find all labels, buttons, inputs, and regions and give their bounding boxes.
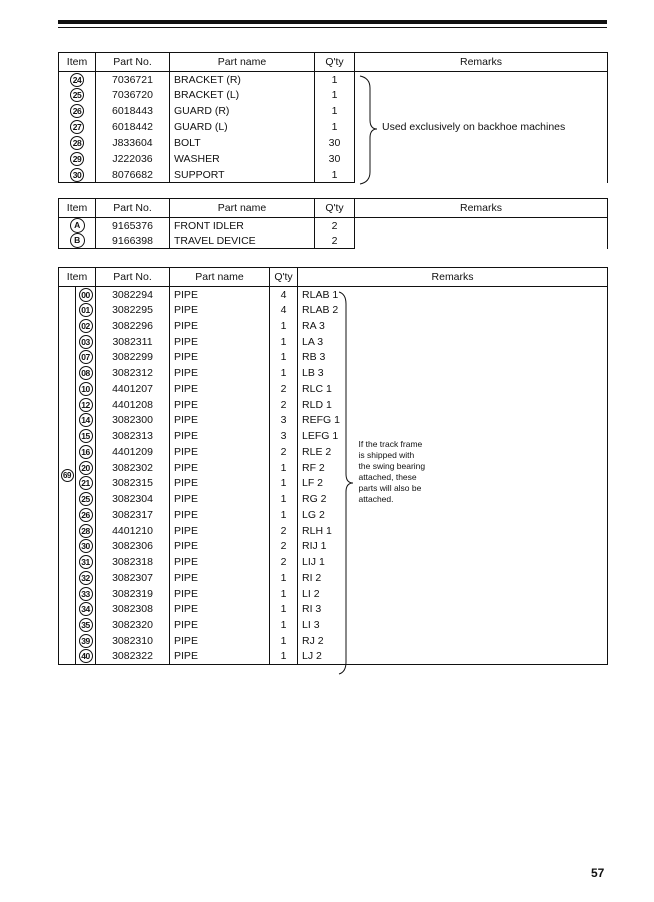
pipe-code: LB 3	[298, 365, 351, 381]
part-name: PIPE	[170, 491, 270, 507]
quantity: 1	[270, 602, 298, 618]
header-part-no: Part No.	[96, 199, 170, 218]
item-number-circle: 28	[70, 136, 84, 150]
quantity: 4	[270, 287, 298, 303]
quantity: 1	[270, 476, 298, 492]
pipe-code: LEFG 1	[298, 428, 351, 444]
quantity: 2	[270, 397, 298, 413]
quantity: 2	[270, 539, 298, 555]
part-no: 4401207	[96, 381, 170, 397]
item-number-circle: 02	[79, 319, 93, 333]
part-no: 3082319	[96, 586, 170, 602]
quantity: 1	[270, 570, 298, 586]
pipe-code: RA 3	[298, 318, 351, 334]
quantity: 2	[315, 218, 355, 234]
remarks-line: attached.	[358, 494, 394, 504]
quantity: 1	[270, 318, 298, 334]
part-name: PIPE	[170, 428, 270, 444]
quantity: 1	[270, 617, 298, 633]
item-number-circle: 12	[79, 398, 93, 412]
item-number-circle: 26	[70, 104, 84, 118]
item-number-circle: 25	[79, 492, 93, 506]
item-number-circle: 00	[79, 288, 93, 302]
item-number-circle: 28	[79, 524, 93, 538]
part-name: PIPE	[170, 602, 270, 618]
part-no: 6018442	[96, 119, 170, 135]
pipe-code: RI 2	[298, 570, 351, 586]
quantity: 1	[270, 649, 298, 665]
quantity: 1	[315, 72, 355, 88]
table-header-row	[59, 199, 608, 218]
part-no: 3082311	[96, 334, 170, 350]
header-part-no: Part No.	[96, 268, 170, 287]
pipe-code: RG 2	[298, 491, 351, 507]
remarks-line: attached, these	[358, 472, 417, 482]
quantity: 1	[270, 633, 298, 649]
part-no: 3082299	[96, 350, 170, 366]
remarks-brace-1	[355, 74, 385, 186]
item-number-circle: 15	[79, 429, 93, 443]
part-name: PIPE	[170, 617, 270, 633]
item-number-circle: 39	[79, 634, 93, 648]
pipe-code: RIJ 1	[298, 539, 351, 555]
part-no: 4401208	[96, 397, 170, 413]
pipe-code: RLH 1	[298, 523, 351, 539]
item-number-circle: 27	[70, 120, 84, 134]
part-name: PIPE	[170, 287, 270, 303]
quantity: 1	[270, 586, 298, 602]
item-number-circle: 16	[79, 445, 93, 459]
part-name: PIPE	[170, 365, 270, 381]
part-name: PIPE	[170, 539, 270, 555]
part-name: PIPE	[170, 334, 270, 350]
table-row	[59, 287, 608, 303]
remarks-cell	[355, 218, 608, 249]
header-rule-thin	[58, 27, 607, 28]
parts-table-1	[58, 52, 608, 183]
part-no: 3082304	[96, 491, 170, 507]
table-row	[59, 72, 608, 88]
part-no: J222036	[96, 151, 170, 167]
pipe-code: RLD 1	[298, 397, 351, 413]
part-no: 3082295	[96, 302, 170, 318]
remarks-line: parts will also be	[358, 483, 422, 493]
header-qty: Q'ty	[270, 268, 298, 287]
parts-table-3	[58, 267, 608, 665]
pipe-code: RF 2	[298, 460, 351, 476]
part-no: 3082296	[96, 318, 170, 334]
item-number-circle: B	[70, 233, 85, 248]
part-no: 3082320	[96, 617, 170, 633]
part-name: BOLT	[170, 135, 315, 151]
quantity: 3	[270, 413, 298, 429]
part-no: 3082300	[96, 413, 170, 429]
header-part-name: Part name	[170, 199, 315, 218]
part-name: PIPE	[170, 523, 270, 539]
part-name: PIPE	[170, 444, 270, 460]
remarks-line: If the track frame	[358, 439, 423, 449]
pipe-code: RJ 2	[298, 633, 351, 649]
item-number-circle: 30	[79, 539, 93, 553]
part-name: FRONT IDLER	[170, 218, 315, 234]
pipe-code: RLE 2	[298, 444, 351, 460]
part-no: 3082317	[96, 507, 170, 523]
quantity: 1	[315, 167, 355, 183]
part-no: 4401209	[96, 444, 170, 460]
part-no: 3082294	[96, 287, 170, 303]
quantity: 1	[270, 350, 298, 366]
part-name: PIPE	[170, 633, 270, 649]
part-no: 3082307	[96, 570, 170, 586]
item-number-circle: 33	[79, 587, 93, 601]
header-remarks: Remarks	[355, 199, 608, 218]
part-no: 3082313	[96, 428, 170, 444]
item-number-circle: 25	[70, 88, 84, 102]
item-number-circle: 26	[79, 508, 93, 522]
remarks-cell	[351, 287, 608, 665]
page-number: 57	[591, 866, 605, 880]
header-rule-thick	[58, 20, 607, 24]
item-number-circle: 29	[70, 152, 84, 166]
item-number-circle: 34	[79, 602, 93, 616]
quantity: 1	[315, 103, 355, 119]
item-number-circle: 40	[79, 649, 93, 663]
part-name: TRAVEL DEVICE	[170, 233, 315, 249]
header-item: Item	[59, 53, 96, 72]
part-name: GUARD (L)	[170, 119, 315, 135]
quantity: 30	[315, 135, 355, 151]
quantity: 1	[315, 87, 355, 103]
part-no: 3082318	[96, 554, 170, 570]
part-name: PIPE	[170, 586, 270, 602]
group-item-cell	[59, 287, 76, 665]
pipe-code: LIJ 1	[298, 554, 351, 570]
part-no: 3082302	[96, 460, 170, 476]
part-name: SUPPORT	[170, 167, 315, 183]
pipe-code: LI 3	[298, 617, 351, 633]
part-name: PIPE	[170, 570, 270, 586]
quantity: 30	[315, 151, 355, 167]
quantity: 1	[270, 460, 298, 476]
pipe-code: LG 2	[298, 507, 351, 523]
quantity: 2	[270, 554, 298, 570]
part-name: PIPE	[170, 318, 270, 334]
quantity: 2	[315, 233, 355, 249]
pipe-code: LI 2	[298, 586, 351, 602]
pipe-code: RI 3	[298, 602, 351, 618]
pipe-code: LJ 2	[298, 649, 351, 665]
remarks-brace-3	[336, 290, 360, 676]
part-no: 3082306	[96, 539, 170, 555]
group-item-circle: 69	[61, 469, 74, 482]
item-number-circle: 32	[79, 571, 93, 585]
part-name: GUARD (R)	[170, 103, 315, 119]
part-no: 7036720	[96, 87, 170, 103]
part-no: 6018443	[96, 103, 170, 119]
pipe-code: LF 2	[298, 476, 351, 492]
header-item: Item	[59, 199, 96, 218]
header-qty: Q'ty	[315, 199, 355, 218]
item-number-circle: 35	[79, 618, 93, 632]
table-header-row	[59, 268, 608, 287]
quantity: 4	[270, 302, 298, 318]
header-remarks: Remarks	[298, 268, 608, 287]
part-no: 8076682	[96, 167, 170, 183]
part-name: PIPE	[170, 507, 270, 523]
table-header-row	[59, 53, 608, 72]
quantity: 1	[270, 507, 298, 523]
pipe-code: REFG 1	[298, 413, 351, 429]
part-name: PIPE	[170, 476, 270, 492]
part-name: PIPE	[170, 460, 270, 476]
pipe-code: RLAB 2	[298, 302, 351, 318]
part-no: 3082310	[96, 633, 170, 649]
part-no: 9166398	[96, 233, 170, 249]
item-number-circle: 30	[70, 168, 84, 182]
item-number-circle: 01	[79, 303, 93, 317]
item-number-circle: 20	[79, 461, 93, 475]
header-item: Item	[59, 268, 96, 287]
quantity: 1	[270, 334, 298, 350]
item-number-circle: 31	[79, 555, 93, 569]
part-name: BRACKET (R)	[170, 72, 315, 88]
part-name: PIPE	[170, 381, 270, 397]
part-name: PIPE	[170, 397, 270, 413]
part-name: PIPE	[170, 350, 270, 366]
quantity: 1	[315, 119, 355, 135]
quantity: 1	[270, 491, 298, 507]
part-name: PIPE	[170, 413, 270, 429]
remarks-text: Used exclusively on backhoe machines	[382, 121, 566, 134]
table-row	[59, 218, 608, 234]
part-name: WASHER	[170, 151, 315, 167]
quantity: 3	[270, 428, 298, 444]
remarks-cell	[355, 72, 608, 183]
parts-table-2	[58, 198, 608, 249]
pipe-code: RB 3	[298, 350, 351, 366]
part-no: 9165376	[96, 218, 170, 234]
header-part-no: Part No.	[96, 53, 170, 72]
part-no: 7036721	[96, 72, 170, 88]
header-qty: Q'ty	[315, 53, 355, 72]
item-number-circle: 07	[79, 350, 93, 364]
part-no: 3082308	[96, 602, 170, 618]
part-no: 3082315	[96, 476, 170, 492]
part-name: PIPE	[170, 554, 270, 570]
item-number-circle: 03	[79, 335, 93, 349]
part-no: 3082322	[96, 649, 170, 665]
header-part-name: Part name	[170, 53, 315, 72]
quantity: 2	[270, 381, 298, 397]
quantity: 2	[270, 523, 298, 539]
pipe-code: RLC 1	[298, 381, 351, 397]
part-name: PIPE	[170, 649, 270, 665]
header-remarks: Remarks	[355, 53, 608, 72]
item-number-circle: A	[70, 218, 85, 233]
part-no: J833604	[96, 135, 170, 151]
remarks-line: the swing bearing	[358, 461, 426, 471]
header-part-name: Part name	[170, 268, 270, 287]
part-no: 4401210	[96, 523, 170, 539]
item-number-circle: 10	[79, 382, 93, 396]
quantity: 2	[270, 444, 298, 460]
item-number-circle: 14	[79, 413, 93, 427]
item-number-circle: 24	[70, 73, 84, 87]
pipe-code: RLAB 1	[298, 287, 351, 303]
item-number-circle: 21	[79, 476, 93, 490]
remarks-line: is shipped with	[358, 450, 415, 460]
pipe-code: LA 3	[298, 334, 351, 350]
part-name: BRACKET (L)	[170, 87, 315, 103]
item-number-circle: 08	[79, 366, 93, 380]
quantity: 1	[270, 365, 298, 381]
part-no: 3082312	[96, 365, 170, 381]
part-name: PIPE	[170, 302, 270, 318]
remarks-text	[359, 439, 608, 505]
